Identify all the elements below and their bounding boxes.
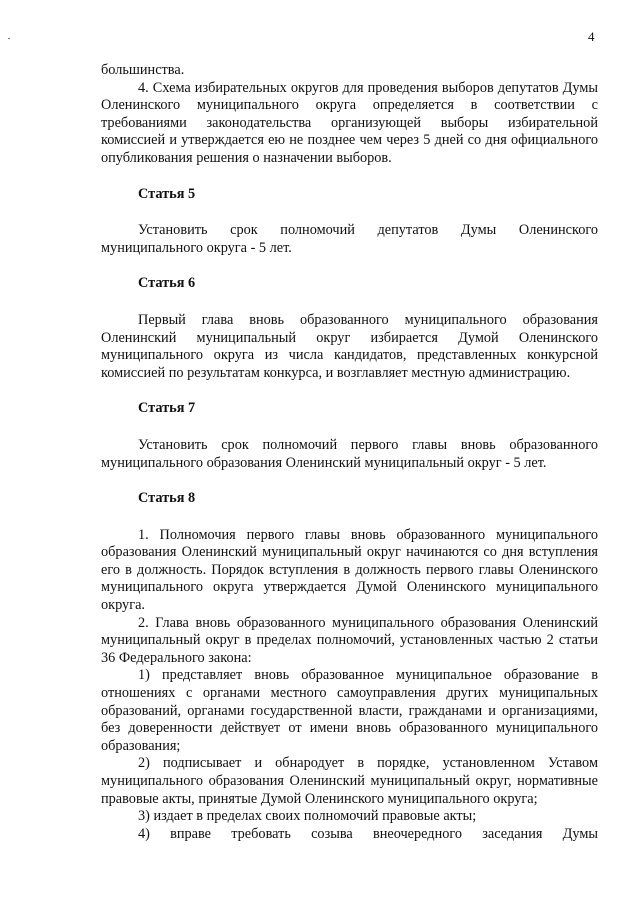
article-8-subitem-3: 3) издает в пределах своих полномочий правовые акты; [138,808,477,825]
article-8-subitem-4: 4) вправе требовать созыва внеочередного заседания Думы [138,825,598,842]
article-8-paragraph-1: 1. Полномочия первого главы вновь образованного муниципального образования Оленинский муниципальный округ начинаются со дня вступления его в должность. Порядок вступления в должность первого главы Оленинского муниципального округа утверждается Думой Оленинского муниципального округа. [101,526,598,614]
article-6-title: Статья 6 [138,275,196,292]
article-7-paragraph: Установить срок полномочий первого главы вновь образованного муниципального образования Оленинский муниципальный округ - 5 лет. [101,436,598,471]
scan-artifact [8,38,10,39]
document-body [101,62,598,843]
article-7-title: Статья 7 [138,400,196,417]
article-5-title: Статья 5 [138,185,196,202]
article-8-title: Статья 8 [138,490,196,507]
continued-fragment: большинства. [101,62,185,78]
article-6-paragraph: Первый глава вновь образованного муниципального образования Оленинский муниципальный округ избирается Думой Оленинского муниципального округа из числа кандидатов, представленных конкурсной комиссией по результатам конкурса, и возглавляет местную администрацию. [101,311,598,381]
article-5-paragraph: Установить срок полномочий депутатов Думы Оленинского муниципального округа - 5 лет. [101,222,598,256]
article-8-subitem-1: 1) представляет вновь образованное муниципальное образование в отношениях с органами местного самоуправления других муниципальных образований, органами государственной власти, гражданами и организациями, без доверенности действует от имени вновь образованного муниципального образования; [101,667,598,754]
article-8-paragraph-2: 2. Глава вновь образованного муниципального образования Оленинский муниципальный округ в пределах полномочий, установленных частью 2 статьи 36 Федерального закона: [101,614,598,666]
article-8-subitem-2: 2) подписывает и обнародует в порядке, установленном Уставом муниципального образования Оленинский муниципальный округ, нормативные правовые акты, принятые Думой Оленинского муниципального округа; [101,755,598,807]
page-number: 4 [588,29,595,44]
paragraph-item-4: 4. Схема избирательных округов для проведения выборов депутатов Думы Оленинского муниципального округа определяется в соответствии с требованиями законодательства организующей выборы избирательной комиссией и утверждается ею не позднее чем через 5 дней со дня официального опубликования решения о назначении выборов. [101,79,598,166]
